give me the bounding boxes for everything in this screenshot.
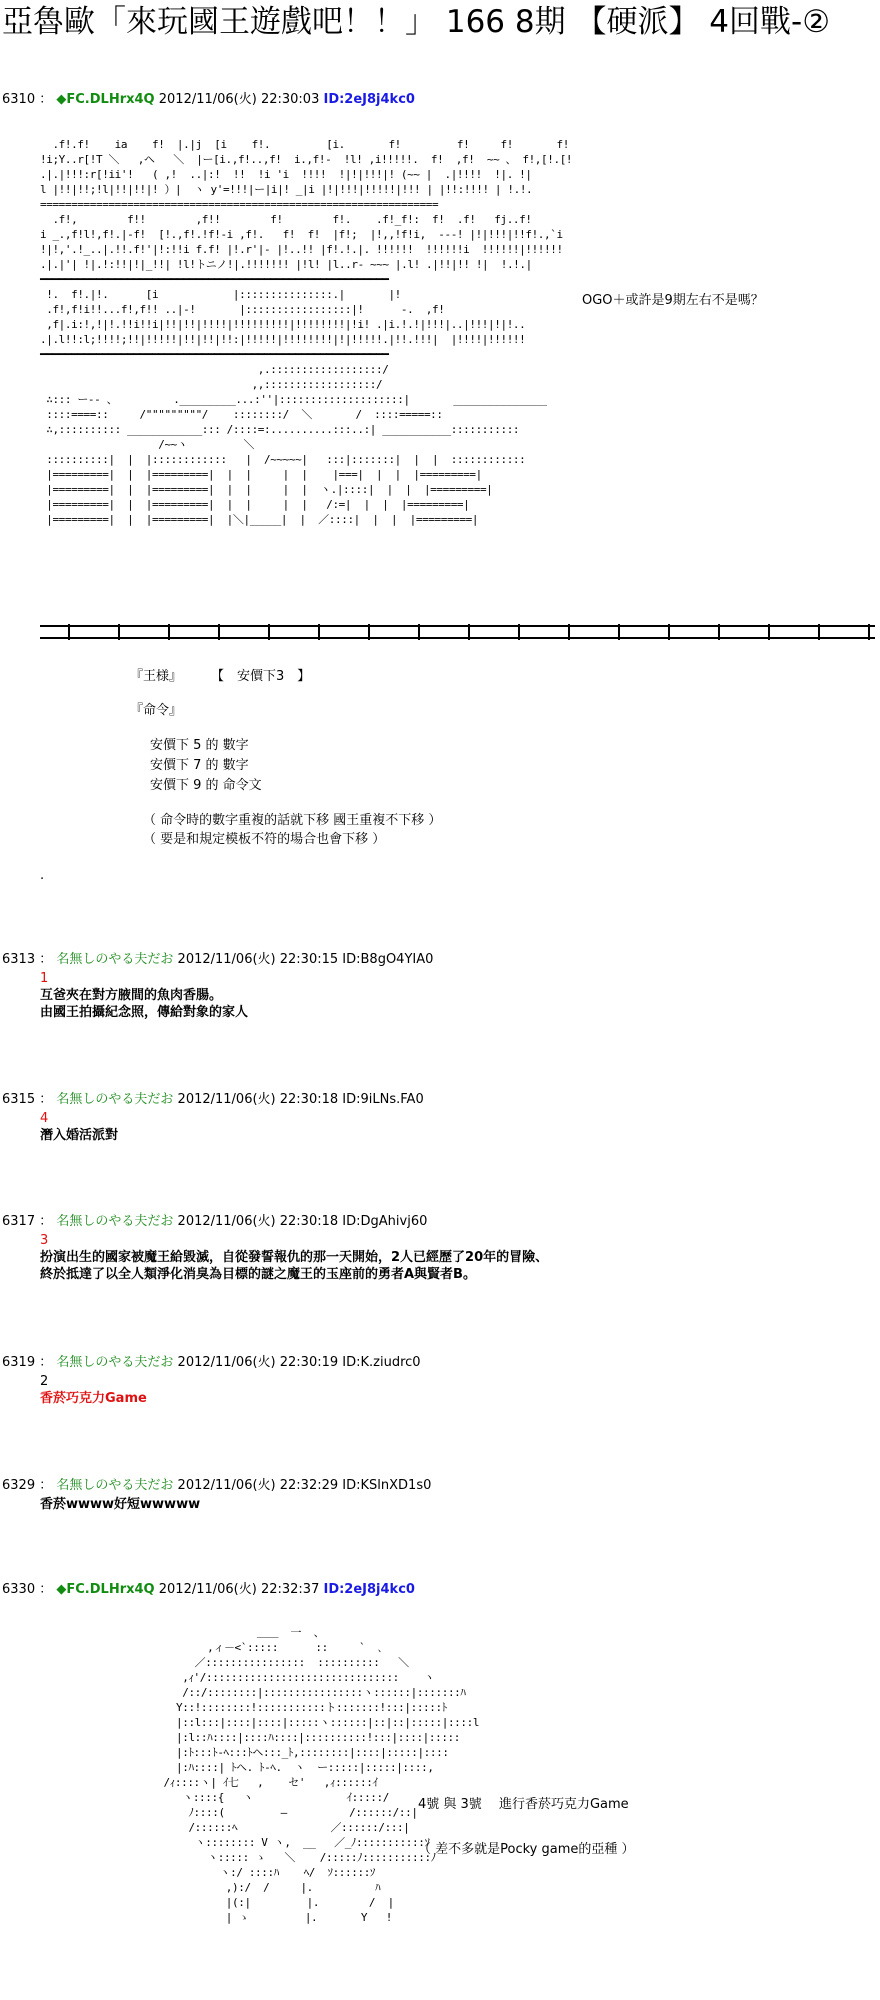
ascii-art-throne-room: .f!.f! ia f! |.|j [i f!. [i. f! f! f! f! !i;Y..r[!T ＼ ,ヘ ＼ |ー[i.,f!..,f! i.,f!- !l! ,i!!!!!. f! ,f! ~~ 、 f!,[!.[! .|.|!!!:r[!ii'! ( ,! ..|:! !! !i 'i !!!! !|!|!!!|! (~~ | .|!!!! !|. !| l |!!|!!;!l|!!|!!|! ）| ヽ y'=!!!|ー|i|! _|i |!|!!!|!!!!!|!!! | |!!:!!!! | !.!. ================================================================ .f!, f!! ,f!! f! f!. .f!_f!: f! .f! fj..f! i _.,f!l!,f!.|-f! [!.,f!.!f!-i ,f!. f! f! |f!; |!,,!f!i, ---! |!|!!!|!!f!.,`i !|!,'.!_..|.!!.f!'|!:!!i f.f! |!.r'|- |!..!! |f!.!.|. !!!!!! !!!!!!i !!!!!!|!!!!!! .|.|'| !|.!:!!|!|_!!| !l!トニノ!|.!!!!!!! |!l! |l..r- ~~~ |.l! .|!!|!! !| !.!.| ━━━━━━━━━━━━━━━━━━━━━━━━━━━━━━━━━━━━━━━━━━━━━━━━━━━━━━━━ !. f!.|!. [i |:::::::::::::::.| |! .f!,f!i!!...f!,f!! ..|-! |:::::::::::::::::|! -. ,f! ,f|.i:!,!|!.!!i!!i|!!|!!|!!!!|!!!!!!!!!|!!!!!!!!|!i! .|i.!.!|!!!|..|!!!|!|!.. .|.l!!:l;!!!!;!!|!!!!!|!!|!!|!!:|!!!!!|!!!!!!!!|!|!!!!!.|!!.!!!| |!!!!|!!!!!! ━━━━━━━━━━━━━━━━━━━━━━━━━━━━━━━━━━━━━━━━━━━━━━━━━━━━━━━━ ,.::::::::::::::::::/ ,,::::::::::::::::::/ ∴::: ー‐- 、 ._________...:''|::::::::::::::::::::| _______________ ::::====:: /"""""""""/ ::::::::/ ＼ / ::::=====:: ∴,:::::::::: ____________::: /::::=:..........:::..:| ___________::::::::::: /~~ヽ ＼ ::::::::::| | |:::::::::::: | /~~~~~| :::|:::::::| | | :::::::::::: |=========| | |=========| | | | | |===| | | |=========| |=========| | |=========| | | | | ヽ.|::::| | | |=========| |=========| | |=========| | | | | /:=| | | |=========| |=========| | |=========| |＼|_____| | ／::::| | | |=========| [40, 138, 573, 526]
post-body-line: 終於抵達了以全人類淨化消臭為目標的謎之魔王的玉座前的勇者A與賢者B。 [40, 1267, 476, 1282]
rail-tick [818, 624, 820, 640]
rail-tick [768, 624, 770, 640]
rail-tick [418, 624, 420, 640]
ascii-art-character: ＿＿ 一 、 ,ィ－<`::::: :: ` ､ ／:::::::::::::::: :::::::::: ＼ ,ｨ'/::::::::::::::::::::::::::::::: ヽ /::/::::::::|::::::::::::::::ヽ::::::|:::::::ﾊ Y::!::::::::!:::::::::::ト:::::::!:::|:::::ﾄ |::l:::|::::|::::|:::::ヽ::::::|::|::|:::::|::::l |:l::ﾊ::::|::::ﾊ::::|::::::::::!:::|::::|::::: |:ﾄ:::ﾄ-ﾍ:::ﾄヘ:::_ﾄ,::::::::|::::|:::::|:::: |:ﾊ::::| ﾄヘ. ﾄ-ﾍ. ヽ ー:::::|:::::|::::, /ｨ::::ヽ| ｲ七 , セ' ,ｨ::::::ｲ ヽ::::{ ヽ ｲ:::::/ ﾉ::::( ― /::::::/::| /::::::ﾍ ／::::::/:::| ヽ:::::::: V ヽ, __ ／_ﾉ:::::::::::ｿ ヽ::::: ゝ ＼ /:::::ﾉ:::::::::::ﾉ ヽ:/ ::::ﾊ ﾍ/ ｿ::::::ｿ ,):/ / |. ﾊ |(:| |. / | | ゝ |. Y ! [163, 1626, 480, 1924]
anchor-number: 4 [40, 1111, 49, 1126]
post-body-line: 扮演出生的國家被魔王給毀滅，自從發誓報仇的那一天開始，2人已經歷了20年的冒險、 [40, 1250, 549, 1265]
post-date: 2012/11/06(火) 22:30:03 [158, 92, 320, 107]
post-body-line: 互爸夾在對方腋間的魚肉香腸。 [40, 988, 223, 1003]
post-header-6317 [2, 1214, 427, 1230]
poster-name[interactable]: ◆FC.DLHrx4Q [56, 92, 155, 107]
poster-id[interactable]: ID:2eJ8j4kc0 [323, 92, 415, 107]
rail-tick [118, 624, 120, 640]
stray-dot: . [40, 868, 45, 883]
command-line: 安價下 5 的 數字 [150, 738, 249, 753]
anchor-number: 3 [40, 1233, 49, 1248]
command-line: 安價下 9 的 命令文 [150, 778, 262, 793]
rail-tick [518, 624, 520, 640]
post-number: 6315 [2, 1092, 36, 1107]
separator: ： [39, 1092, 53, 1107]
post-body-line: 潛入婚活派對 [40, 1128, 119, 1143]
anchor-number: 2 [40, 1374, 49, 1389]
post-side-comment: OGO＋或許是9期左右不是嗎？ [582, 293, 764, 308]
poster-id[interactable]: ID:DgAhivj60 [342, 1214, 428, 1229]
rail-tick [468, 624, 470, 640]
poster-id[interactable]: ID:K.ziudrc0 [342, 1355, 421, 1370]
post-side-comment: 4號 與 3號 進行香菸巧克力Game [418, 1797, 629, 1812]
poster-id[interactable]: ID:B8gO4YIA0 [342, 952, 434, 967]
separator: ： [39, 1355, 53, 1370]
post-header-6329 [2, 1478, 431, 1494]
post-side-comment: （ 差不多就是Pocky game的亞種 ） [418, 1842, 635, 1857]
separator: ： [39, 92, 53, 107]
separator: ： [39, 1478, 53, 1493]
post-body-line: 香菸巧克力Game [40, 1391, 147, 1406]
post-date: 2012/11/06(火) 22:32:29 [177, 1478, 339, 1493]
rail-tick [68, 624, 70, 640]
rail-tick [868, 624, 870, 640]
post-header-6315 [2, 1092, 424, 1108]
rail-tick [568, 624, 570, 640]
rule-note: （ 命令時的數字重複的話就下移 國王重複不下移 ） [143, 813, 442, 828]
post-number: 6330 [2, 1582, 36, 1597]
post-number: 6313 [2, 952, 36, 967]
post-date: 2012/11/06(火) 22:32:37 [158, 1582, 320, 1597]
post-header-6310 [2, 92, 415, 108]
post-header-6319 [2, 1355, 421, 1371]
post-number: 6310 [2, 92, 36, 107]
separator: ： [39, 1582, 53, 1597]
rail-tick [218, 624, 220, 640]
command-line: 安價下 7 的 數字 [150, 758, 249, 773]
poster-name[interactable]: 名無しのやる夫だお [56, 1214, 174, 1229]
separator: ： [39, 1214, 53, 1229]
rule-note: （ 要是和規定模板不符的場合也會下移 ） [143, 832, 386, 847]
rail-tick [268, 624, 270, 640]
king-value: 【 安價下3 】 [210, 669, 311, 684]
poster-id[interactable]: ID:2eJ8j4kc0 [323, 1582, 415, 1597]
rail-tick [318, 624, 320, 640]
poster-name[interactable]: 名無しのやる夫だお [56, 1092, 174, 1107]
rail-tick [718, 624, 720, 640]
poster-name[interactable]: 名無しのやる夫だお [56, 1355, 174, 1370]
post-date: 2012/11/06(火) 22:30:18 [177, 1214, 339, 1229]
poster-id[interactable]: ID:KSlnXD1s0 [342, 1478, 432, 1493]
poster-name[interactable]: 名無しのやる夫だお [56, 952, 174, 967]
post-header-6330 [2, 1582, 415, 1598]
king-label: 『王様』 [130, 669, 183, 684]
poster-id[interactable]: ID:9iLNs.FA0 [342, 1092, 424, 1107]
post-number: 6319 [2, 1355, 36, 1370]
post-header-6313 [2, 952, 433, 968]
post-number: 6317 [2, 1214, 36, 1229]
separator: ： [39, 952, 53, 967]
rail-tick [168, 624, 170, 640]
post-number: 6329 [2, 1478, 36, 1493]
post-date: 2012/11/06(火) 22:30:18 [177, 1092, 339, 1107]
rail-tick [368, 624, 370, 640]
rail-tick [618, 624, 620, 640]
thread-title: 亞魯歐「來玩國王遊戲吧！！」 166 8期 【硬派】 4回戰-② [2, 4, 831, 40]
poster-name[interactable]: 名無しのやる夫だお [56, 1478, 174, 1493]
anchor-number: 1 [40, 971, 49, 986]
command-label: 『命令』 [130, 703, 183, 718]
poster-name[interactable]: ◆FC.DLHrx4Q [56, 1582, 155, 1597]
post-body-line: 香菸wwww好短wwwww [40, 1497, 201, 1512]
horizontal-rail-divider [40, 625, 875, 639]
post-date: 2012/11/06(火) 22:30:15 [177, 952, 339, 967]
rail-tick [668, 624, 670, 640]
post-date: 2012/11/06(火) 22:30:19 [177, 1355, 339, 1370]
king-rule [130, 668, 310, 685]
post-body-line: 由國王拍攝紀念照，傳給對象的家人 [40, 1005, 249, 1020]
